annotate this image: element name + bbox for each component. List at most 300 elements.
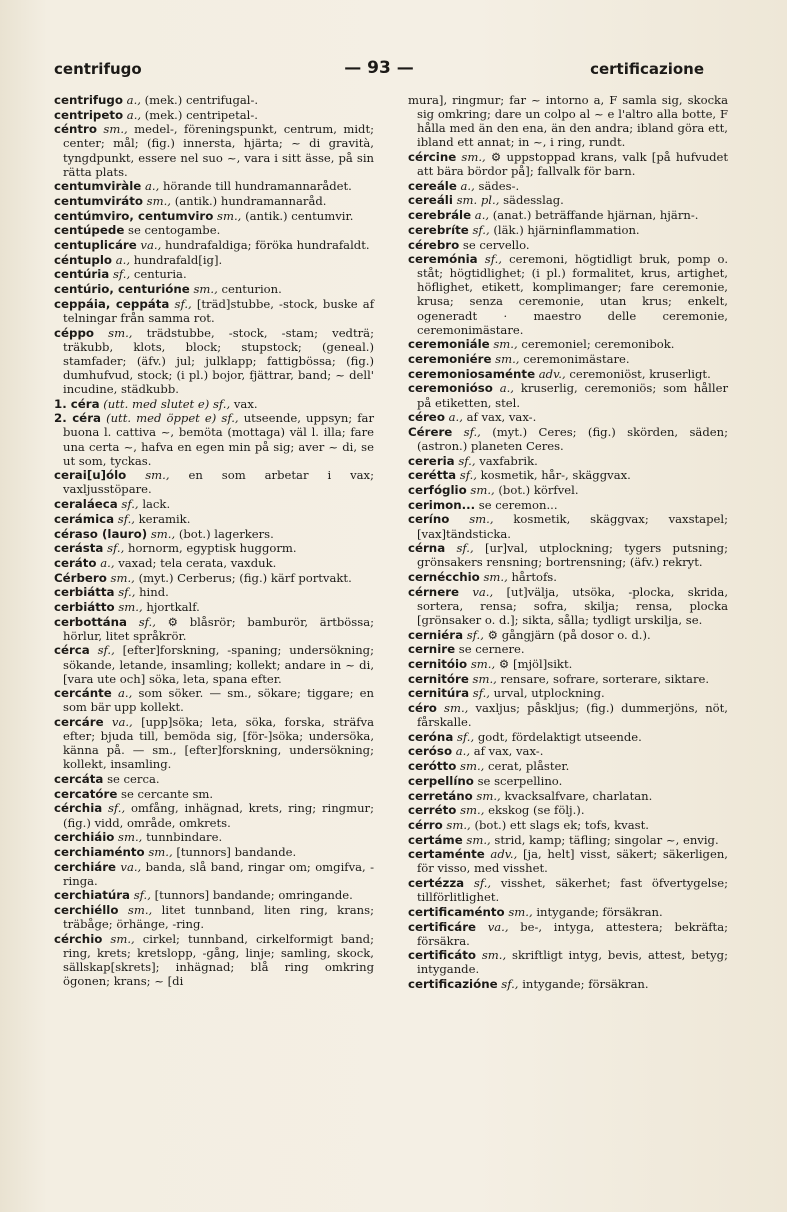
entry-headword: céreo: [408, 410, 445, 425]
dictionary-entry: [408, 252, 728, 337]
entry-part-of-speech: sm.,: [483, 569, 508, 584]
entry-headword: cerretáno: [408, 788, 473, 803]
entry-headword: cérca: [54, 643, 90, 658]
entry-headword: ceróna: [408, 729, 454, 744]
entry-definition: kosmetik, skäggvax; vaxstapel; [vax]tändsticka.: [417, 512, 728, 541]
entry-definition: se scerpellino.: [477, 773, 563, 788]
entry-definition: [upp]söka; leta, söka, forska, sträfva efter; bjuda till, bemöda sig, [för-]söka; undersöka, känna på. — sm., [efter]forskning, undersökning; kollekt, insamling.: [63, 715, 375, 772]
entry-part-of-speech: sm.,: [217, 208, 242, 223]
entry-definition: ⚙ uppstoppad krans, valk [på hufvudet att bära bördor på]; fallvalk för barn.: [417, 149, 729, 179]
dictionary-entry: [408, 337, 728, 351]
entry-definition: skriftligt intyg, bevis, attest, betyg; intygande.: [417, 948, 729, 977]
dictionary-entry: [408, 876, 728, 904]
dictionary-entry: [408, 425, 728, 453]
dictionary-entry: [54, 122, 374, 178]
entry-part-of-speech: va.,: [472, 584, 494, 599]
entry-headword: cerfóglio: [408, 483, 467, 498]
dictionary-entry: [408, 585, 728, 627]
entry-headword: certificáre: [408, 919, 477, 934]
dictionary-entry: [54, 179, 374, 193]
dictionary-entry: [54, 903, 374, 931]
dictionary-entry: [54, 556, 374, 570]
entry-definition: se cernere.: [458, 642, 525, 657]
entry-definition: hind.: [139, 585, 169, 600]
entry-definition: cerat, plåster.: [488, 759, 570, 774]
entry-headword: cerpellíno: [408, 773, 474, 788]
entry-headword: cerebrále: [408, 208, 472, 223]
entry-headword: ceráto: [54, 555, 97, 570]
dictionary-entry: [54, 282, 374, 296]
entry-headword: cercánte: [54, 686, 112, 701]
entry-headword: cereria: [408, 453, 455, 468]
entry-part-of-speech: sf.,: [473, 876, 492, 891]
dictionary-entry: [408, 818, 728, 832]
entry-definition: [ja, helt] visst, säkert; säkerligen, för visso, med visshet.: [417, 847, 728, 876]
entry-definition: (myt.) Ceres; (fig.) skörden, säden; (astron.) planeten Ceres.: [417, 424, 728, 453]
entry-headword: cerréto: [408, 803, 457, 818]
entry-definition: [träd]stubbe, -stock, buske af telningar från samma rot.: [63, 296, 374, 325]
entry-headword: centúria: [54, 267, 110, 282]
entry-headword: cernitóio: [408, 656, 468, 671]
entry-headword: ceríno: [408, 512, 450, 527]
entry-headword: certáme: [408, 832, 463, 847]
dictionary-entry: [408, 948, 728, 976]
dictionary-entry: [54, 223, 374, 237]
dictionary-entry: [54, 397, 374, 411]
entry-headword: ceremoniére: [408, 352, 492, 367]
entry-part-of-speech: sm.,: [472, 671, 497, 686]
entry-headword: cernire: [408, 642, 456, 657]
entry-part-of-speech: sm.,: [145, 468, 170, 483]
entry-part-of-speech: sm.,: [469, 512, 494, 527]
entry-part-of-speech: a.,: [455, 744, 471, 759]
entry-headword: ceremoniosaménte: [408, 366, 536, 381]
entry-definition: (bot.) körfvel.: [498, 483, 579, 498]
entry-definition: ⚙ [mjöl]sikt.: [498, 656, 573, 671]
entry-part-of-speech: sm.,: [118, 599, 143, 614]
entry-headword: ceróso: [408, 744, 453, 759]
entry-part-of-speech: sf.,: [456, 541, 474, 556]
entry-headword: cerámica: [54, 511, 115, 526]
entry-definition: ceremoni, högtidligt bruk, pomp o. ståt; högtidlighet; (i pl.) formalitet, krus, artighet, höflighet, etikett, komplimanger; fare ceremonie, krusa; senza ceremonie, utan krus; enkelt, ogeneradt · maestro delle ceremonie, ceremonimästare.: [417, 252, 729, 337]
right-column: [408, 93, 728, 992]
dictionary-entry: [54, 787, 374, 801]
entry-definition: urval, utplockning.: [493, 686, 605, 701]
entry-definition: hundrafaldiga; föröka hundrafaldt.: [164, 238, 370, 253]
dictionary-entry: [408, 352, 728, 366]
entry-headword: centúrio, centurióne: [54, 282, 190, 297]
entry-headword: cérnere: [408, 584, 460, 599]
entry-headword: cernécchio: [408, 569, 480, 584]
entry-headword: cereále: [408, 178, 457, 193]
entry-definition: rensare, sofrare, sorterare, siktare.: [500, 671, 710, 686]
entry-headword: certificáto: [408, 948, 476, 963]
entry-definition: centuria.: [133, 267, 187, 282]
entry-definition: [tunnors] bandande.: [176, 844, 297, 859]
dictionary-entry: [54, 888, 374, 902]
entry-headword: cercáta: [54, 772, 104, 787]
dictionary-entry: [408, 730, 728, 744]
dictionary-entry: [408, 208, 728, 222]
entry-definition: (mek.) centrifugal-.: [144, 93, 259, 107]
entry-headword: céntuplo: [54, 252, 113, 267]
entry-definition: banda, slå band, ringar om; omgifva, -ringa.: [63, 859, 375, 888]
entry-definition: (antik.) hundramannaråd.: [174, 194, 327, 209]
entry-definition: mura], ringmur; far ~ intorno a, F samla sig, skocka sig omkring; dare un colpo al ~ e l'altro alla botte, F hålla med än den ena, än den andra; ibland göra ett, ibland ett annat; in ~, i ring, rundt.: [408, 93, 728, 150]
entry-headword: ceremoniále: [408, 337, 490, 352]
dictionary-entry: [54, 108, 374, 122]
entry-headword: cérro: [408, 817, 443, 832]
entry-definition: cirkel; tunnband, cirkelformigt band; ring, krets; kretslopp, -gång, linje; samling, skock, sällskap[skrets]; inhägnad; blå ring omkring ögonen; krans; ~ [di: [63, 931, 375, 989]
entry-headword: cerniéra: [408, 627, 464, 642]
dictionary-entry: [54, 600, 374, 614]
entry-definition: omfång, inhägnad, krets, ring; ringmur; (fig.) vidd, område, omkrets.: [63, 801, 375, 830]
entry-definition: (bot.) ett slags ek; tofs, kvast.: [474, 817, 649, 832]
dictionary-entry: [54, 643, 374, 685]
entry-part-of-speech: sf.,: [121, 497, 139, 512]
entry-headword: cércine: [408, 149, 457, 164]
entry-headword: cerchiáre: [54, 859, 117, 874]
entry-definition: vaxad; tela cerata, vaxduk.: [118, 555, 277, 570]
entry-definition: hjortkalf.: [146, 599, 200, 614]
dictionary-entry: [408, 367, 728, 381]
entry-definition: utseende, uppsyn; far buona l. cattiva ~, bemöta (mottaga) väl l. illa; fare una certa ~, hafva en egen min på sig; aver ~ di, se ut som, tyckas.: [63, 411, 375, 468]
entry-part-of-speech: sf.,: [501, 977, 519, 992]
entry-part-of-speech: va.,: [487, 919, 509, 934]
entry-part-of-speech: sf.,: [117, 511, 135, 526]
entry-definition: (mek.) centripetal-.: [144, 107, 258, 122]
entry-part-of-speech: adv.,: [490, 847, 518, 862]
dictionary-entry: [408, 657, 728, 671]
entry-part-of-speech: a.,: [448, 410, 463, 425]
entry-part-of-speech: a.,: [126, 107, 142, 122]
entry-part-of-speech: sm.,: [481, 948, 507, 963]
entry-definition: ceremonimästare.: [523, 352, 630, 367]
entry-part-of-speech: sm.,: [476, 788, 501, 803]
entry-definition: be-, intyga, attestera; bekräfta; försäkra.: [417, 919, 729, 948]
entry-definition: intygande; försäkran.: [522, 977, 649, 992]
dictionary-entry: [54, 932, 374, 988]
dictionary-entry: [408, 150, 728, 178]
dictionary-entry: [408, 686, 728, 700]
dictionary-entry: [408, 977, 728, 991]
entry-headword: cérchia: [54, 801, 103, 816]
entry-headword: Cérbero: [54, 570, 107, 585]
entry-part-of-speech: sf.,: [138, 614, 156, 629]
entry-definition: kruserlig, ceremoniös; som håller på etiketten, stel.: [417, 381, 728, 410]
entry-definition: se centogambe.: [128, 223, 221, 238]
entry-definition: litet tunnband, liten ring, krans; träbåge; örhänge, -ring.: [63, 903, 374, 932]
entry-headword: Cérere: [408, 424, 453, 439]
dictionary-entry: [54, 845, 374, 859]
dictionary-entry: [408, 759, 728, 773]
entry-definition: se cerca.: [107, 772, 160, 787]
entry-headword: cerimon...: [408, 497, 476, 512]
entry-part-of-speech: sm.,: [150, 526, 176, 541]
dictionary-entry: [54, 772, 374, 786]
entry-part-of-speech: sf.,: [112, 267, 131, 282]
entry-part-of-speech: a.,: [499, 381, 514, 396]
entry-part-of-speech: sf.,: [459, 468, 477, 483]
entry-definition: [tunnors] bandande; omringande.: [154, 888, 353, 903]
entry-definition: kosmetik, hår-, skäggvax.: [480, 468, 631, 483]
dictionary-entry: [408, 628, 728, 642]
entry-headword: certificazióne: [408, 977, 498, 992]
entry-part-of-speech: sf.,: [472, 222, 490, 237]
entry-definition: trädstubbe, -stock, -stam; vedträ; träkubb, klots, block; stupstock; (geneal.) stamfader; (äfv.) jul; julklapp; fattigbössa; (fig.) dumhufvud, stock; (i pl.) bojor, fjättrar, band; ~ dell' incudine, städkubb.: [63, 325, 374, 396]
entry-part-of-speech: sm.,: [110, 570, 135, 585]
entry-definition: (antik.) centumvir.: [245, 208, 354, 223]
entry-definition: (myt.) Cerberus; (fig.) kärf portvakt.: [138, 570, 352, 585]
dictionary-entry: [408, 701, 728, 729]
dictionary-entry: [408, 642, 728, 656]
entry-headword: céraso (lauro): [54, 526, 148, 541]
entry-part-of-speech: sf.,: [107, 801, 126, 816]
entry-headword: ceraláeca: [54, 497, 118, 512]
entry-part-of-speech: sf.,: [472, 686, 490, 701]
entry-headword: cereáli: [408, 193, 453, 208]
entry-headword: centrifugo: [54, 93, 123, 107]
entry-part-of-speech: sm.,: [461, 149, 486, 164]
entry-definition: af vax, vax-.: [473, 744, 544, 759]
entry-headword: certificaménto: [408, 904, 505, 919]
dictionary-entry: [54, 801, 374, 829]
entry-definition: hundrafald[ig].: [133, 252, 223, 267]
dictionary-entry: [54, 512, 374, 526]
entry-definition: ceremoniel; ceremonibok.: [521, 337, 675, 352]
entry-part-of-speech: sm.,: [148, 844, 173, 859]
entry-definition: kvacksalfvare, charlatan.: [504, 788, 653, 803]
dictionary-entry: [54, 527, 374, 541]
entry-part-of-speech: a.,: [460, 178, 475, 193]
dictionary-entry: [408, 541, 728, 569]
entry-headword: cérna: [408, 541, 446, 556]
entry-definition: (anat.) beträffande hjärnan, hjärn-.: [492, 208, 699, 223]
dictionary-entry: [54, 715, 374, 771]
entry-definition: sädesslag.: [503, 193, 564, 208]
entry-part-of-speech: a.,: [115, 252, 131, 267]
dictionary-entry: [54, 267, 374, 281]
dictionary-entry: [54, 238, 374, 252]
dictionary-entry: [54, 541, 374, 555]
dictionary-entry: [408, 920, 728, 948]
entry-definition: hörande till hundramannarådet.: [162, 179, 352, 194]
entry-part-of-speech: sm.,: [446, 817, 471, 832]
entry-definition: keramik.: [138, 511, 191, 526]
dictionary-entry: [408, 744, 728, 758]
entry-definition: vaxfabrik.: [479, 453, 538, 468]
dictionary-entry: [54, 497, 374, 511]
entry-part-of-speech: sm.,: [470, 656, 496, 671]
dictionary-entry: [408, 847, 728, 875]
entry-headword: 2. céra: [54, 411, 101, 426]
entry-part-of-speech: a.,: [126, 93, 141, 107]
entry-part-of-speech: sm. pl.,: [456, 193, 500, 208]
dictionary-entry: [408, 193, 728, 207]
dictionary-entry: [54, 830, 374, 844]
dictionary-entry: [408, 672, 728, 686]
entry-headword: centripeto: [54, 107, 124, 122]
entry-part-of-speech: sm.,: [110, 931, 135, 946]
entry-headword: ceremonióso: [408, 381, 493, 396]
entry-headword: cerchiéllo: [54, 903, 119, 918]
entry-part-of-speech: a.,: [117, 686, 133, 701]
entry-definition: hårtofs.: [511, 569, 557, 584]
dictionary-entry: [408, 223, 728, 237]
dictionary-entry: [408, 179, 728, 193]
entry-headword: cerbiátto: [54, 599, 115, 614]
header-left-guideword: centrifugo: [54, 60, 142, 78]
dictionary-entry: [408, 410, 728, 424]
entry-part-of-speech: sf.,: [118, 585, 136, 600]
entry-headword: cerbottána: [54, 614, 127, 629]
entry-definition: ekskog (se följ.).: [488, 803, 585, 818]
entry-part-of-speech: sm.,: [193, 282, 218, 297]
entry-part-of-speech: sm.,: [103, 122, 128, 137]
entry-part-of-speech: sf.,: [484, 252, 502, 267]
entry-definition: en som arbetar i vax; vaxljusstöpare.: [63, 468, 374, 497]
entry-part-of-speech: sm.,: [127, 903, 153, 918]
entry-definition: visshet, säkerhet; fast öfvertygelse; tillförlitlighet.: [417, 876, 728, 905]
entry-definition: sädes-.: [478, 178, 520, 193]
entry-headword: ceremónia: [408, 252, 478, 267]
entry-definition: ⚙ gångjärn (på dosor o. d.).: [487, 627, 651, 642]
entry-definition: vaxljus; påskljus; (fig.) dummerjöns, nöt, fårskalle.: [417, 700, 728, 730]
entry-headword: certaménte: [408, 847, 485, 862]
dictionary-entry: [54, 209, 374, 223]
dictionary-entry: [54, 615, 374, 643]
entry-part-of-speech: a.,: [100, 555, 115, 570]
entry-definition: som söker. — sm., sökare; tiggare; en som bär upp kollekt.: [63, 686, 374, 715]
entry-definition: hornorm, egyptisk huggorm.: [127, 541, 297, 556]
header-right-guideword: certificazione: [590, 60, 704, 78]
entry-part-of-speech: sm.,: [495, 352, 520, 367]
entry-part-of-speech: (utt. med slutet e) sf.,: [103, 396, 231, 411]
entry-headword: céntro: [54, 122, 97, 137]
entry-definition: af vax, vax-.: [466, 410, 537, 425]
entry-definition: ceremoniöst, kruserligt.: [569, 366, 711, 381]
entry-definition: strid, kamp; täfling; singolar ~, envig.: [494, 832, 719, 847]
entry-definition: centurion.: [221, 282, 282, 297]
entry-part-of-speech: sf.,: [174, 296, 192, 311]
entry-definition: [ut]välja, utsöka, -plocka, skrida, sortera, rensa; sofra, skilja; rensa, plocka [grönsaker o. d.]; sikta, sålla; tydligt urskilja, se.: [417, 584, 729, 627]
dictionary-entry: [408, 833, 728, 847]
dictionary-entry: [408, 238, 728, 252]
entry-definition: [efter]forskning, -spaning; undersökning; sökande, letande, insamling; kollekt; andare in ~ di, [vara ute och] söka, leta, spana efter.: [63, 643, 374, 686]
entry-headword: cérebro: [408, 237, 460, 252]
entry-part-of-speech: a.,: [144, 179, 160, 194]
entry-headword: cerai[u]ólo: [54, 468, 127, 483]
entry-part-of-speech: sm.,: [146, 194, 171, 209]
dictionary-entry: [408, 803, 728, 817]
entry-part-of-speech: va.,: [120, 859, 142, 874]
dictionary-entry: [408, 454, 728, 468]
dictionary-entry: [408, 381, 728, 409]
entry-part-of-speech: sm.,: [493, 337, 518, 352]
entry-definition: (läk.) hjärninflammation.: [493, 222, 640, 237]
entry-definition: tunnbindare.: [146, 830, 223, 845]
entry-part-of-speech: sm.,: [444, 700, 469, 715]
entry-headword: cerótto: [408, 759, 457, 774]
entry-definition: lack.: [142, 497, 171, 512]
entry-part-of-speech: sf.,: [458, 453, 476, 468]
dictionary-entry: [54, 194, 374, 208]
entry-headword: cerebríte: [408, 222, 469, 237]
entry-headword: cerchiatúra: [54, 888, 131, 903]
entry-definition: ⚙ blåsrör; bamburör, ärtbössa; hörlur, litet språkrör.: [63, 614, 375, 643]
dictionary-entry: [54, 686, 374, 714]
entry-headword: cerchiaménto: [54, 844, 145, 859]
entry-headword: cérchio: [54, 931, 103, 946]
entry-part-of-speech: a.,: [474, 208, 490, 223]
dictionary-entry: [54, 585, 374, 599]
entry-definition: intygande; försäkran.: [536, 904, 663, 919]
entry-headword: cerchiáio: [54, 830, 115, 845]
page-header: [54, 56, 704, 82]
dictionary-entry: [54, 326, 374, 396]
dictionary-entry: [408, 498, 728, 512]
entry-part-of-speech: sm.,: [108, 325, 133, 340]
left-column: [54, 93, 374, 989]
entry-part-of-speech: va.,: [140, 238, 162, 253]
dictionary-entry: [408, 570, 728, 584]
entry-headword: cercatóre: [54, 786, 118, 801]
dictionary-entry: [408, 789, 728, 803]
dictionary-entry: [54, 253, 374, 267]
entry-headword: centúpede: [54, 223, 125, 238]
entry-part-of-speech: (utt. med öppet e) sf.,: [106, 411, 239, 426]
entry-definition: se cervello.: [462, 237, 530, 252]
entry-headword: cernitóre: [408, 671, 469, 686]
entry-headword: centumviràle: [54, 179, 142, 194]
entry-headword: cerbiátta: [54, 585, 115, 600]
dictionary-entry: [54, 468, 374, 496]
entry-definition: se cercante sm.: [121, 786, 214, 801]
entry-part-of-speech: sm.,: [466, 832, 491, 847]
entry-definition: medel-, föreningspunkt, centrum, midt; center; mål; (fig.) innersta, hjärta; ~ di gravità, tyngdpunkt, essere nel suo ~, vara i sitt ässe, på sin rätta plats.: [63, 122, 375, 179]
page-number: — 93 —: [344, 58, 414, 78]
entry-part-of-speech: sm.,: [460, 759, 485, 774]
entry-definition: se ceremon...: [478, 497, 558, 512]
entry-part-of-speech: sf.,: [463, 424, 481, 439]
entry-headword: centuplicáre: [54, 238, 137, 253]
dictionary-entry: [54, 93, 374, 107]
entry-headword: cernitúra: [408, 686, 470, 701]
dictionary-entry: [408, 905, 728, 919]
dictionary-entry: [408, 512, 728, 540]
entry-headword: cerásta: [54, 541, 104, 556]
entry-definition: vax.: [233, 396, 258, 411]
dictionary-entry: [408, 93, 728, 149]
entry-part-of-speech: adv.,: [538, 366, 566, 381]
entry-part-of-speech: sm.,: [508, 904, 533, 919]
entry-headword: cercáre: [54, 715, 104, 730]
dictionary-entry: [408, 483, 728, 497]
entry-headword: ceppáia, ceppáta: [54, 296, 170, 311]
dictionary-entry: [54, 297, 374, 325]
entry-headword: centumviráto: [54, 194, 143, 209]
entry-headword: 1. céra: [54, 396, 100, 411]
entry-part-of-speech: sf.,: [107, 541, 125, 556]
dictionary-entry: [54, 860, 374, 888]
entry-part-of-speech: sf.,: [97, 643, 115, 658]
entry-definition: (bot.) lagerkers.: [178, 526, 274, 541]
dictionary-entry: [408, 468, 728, 482]
entry-definition: godt, fördelaktigt utseende.: [477, 729, 642, 744]
entry-headword: centúmviro, centumviro: [54, 208, 214, 223]
entry-part-of-speech: va.,: [111, 715, 133, 730]
entry-part-of-speech: sf.,: [466, 627, 484, 642]
